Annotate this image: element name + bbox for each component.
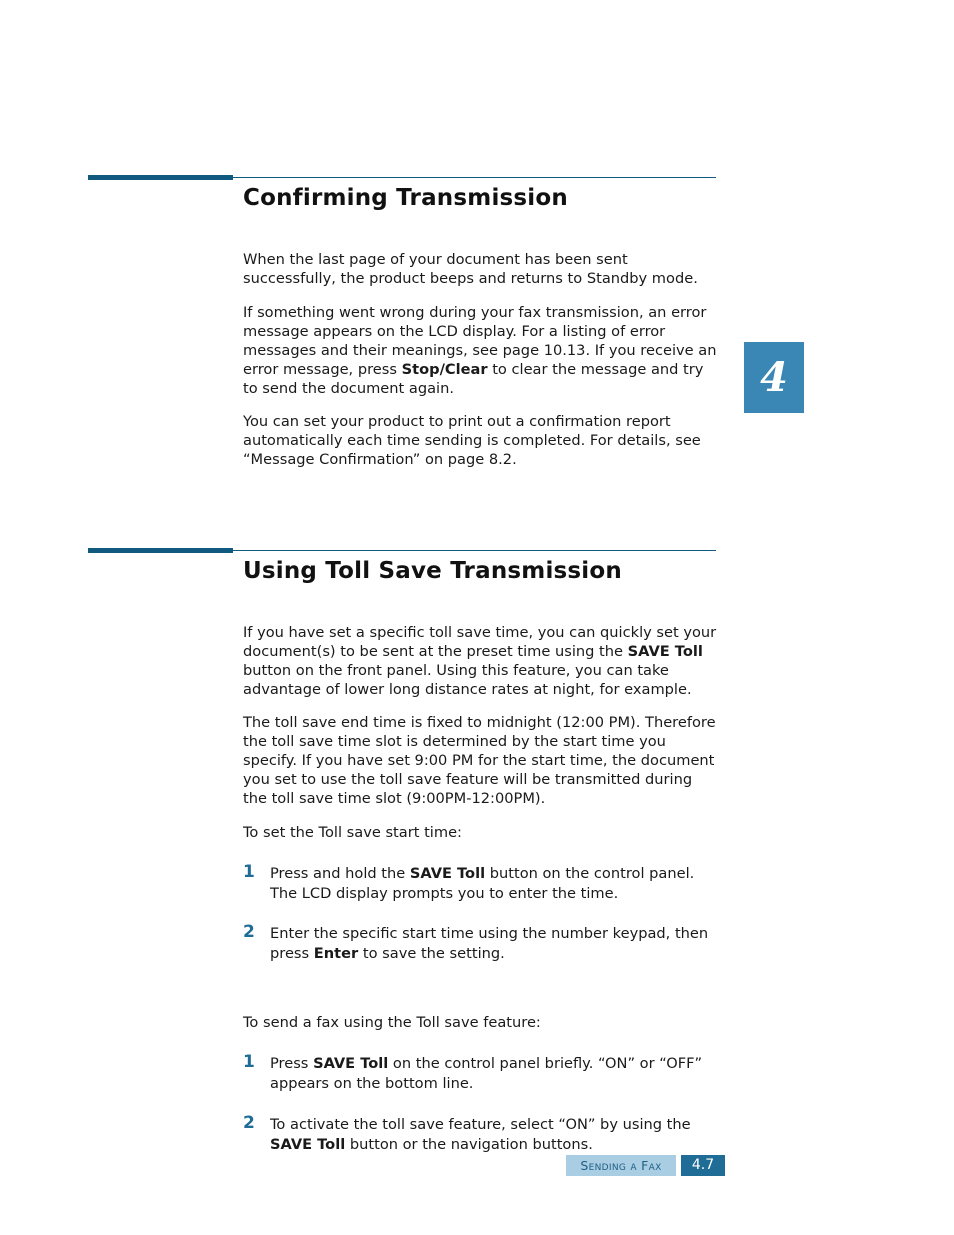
- step-text: Press SAVE Toll on the control panel briefly. “ON” or “OFF” appears on the bottom line.: [270, 1055, 703, 1092]
- paragraph: You can set your product to print out a confirmation report automatically each time sending is completed. For details, see “Message Confirmation” on page 8.2.: [243, 413, 701, 468]
- procedure-intro: To send a fax using the Toll save feature:: [243, 1014, 541, 1031]
- step-number: 2: [243, 1113, 255, 1133]
- step-text: Enter the specific start time using the number keypad, then press Enter to save the setting.: [270, 925, 709, 962]
- section-title-toll-save: Using Toll Save Transmission: [243, 558, 622, 584]
- section-rule-thin: [233, 177, 716, 178]
- paragraph: The toll save end time is fixed to midnight (12:00 PM). Therefore the toll save time slot is determined by the start time you specify. If you have set 9:00 PM for the start time, the document you set to use the toll save feature will be transmitted during the toll save time slot (9:00PM-12:00PM).: [243, 714, 716, 807]
- step-text: To activate the toll save feature, select “ON” by using the SAVE Toll button or the navigation buttons.: [270, 1116, 691, 1153]
- section-rule-thin: [233, 550, 716, 551]
- paragraph: If you have set a specific toll save time, you can quickly set your document(s) to be sent at the preset time using the SAVE Toll button on the front panel. Using this feature, you can take advantage of lower long distance rates at night, for example.: [243, 624, 717, 698]
- paragraph: When the last page of your document has been sent successfully, the product beeps and returns to Standby mode.: [243, 251, 698, 287]
- section-rule-thick: [88, 175, 233, 180]
- step-number: 2: [243, 922, 255, 942]
- procedure-intro: To set the Toll save start time:: [243, 824, 462, 841]
- paragraph: If something went wrong during your fax transmission, an error message appears on the LCD display. For a listing of error messages and their meanings, see page 10.13. If you receive an error message, press Stop/Clear to clear the message and try to send the document again.: [243, 304, 717, 397]
- step-number: 1: [243, 862, 255, 882]
- step-text: Press and hold the SAVE Toll button on the control panel. The LCD display prompts you to enter the time.: [270, 865, 695, 902]
- section-rule-thick: [88, 548, 233, 553]
- footer-section-label: Sending a Fax: [566, 1155, 676, 1176]
- chapter-tab: 4: [744, 342, 804, 413]
- step-number: 1: [243, 1052, 255, 1072]
- section-title-confirming: Confirming Transmission: [243, 185, 568, 211]
- footer-page-number: 4.7: [681, 1155, 725, 1176]
